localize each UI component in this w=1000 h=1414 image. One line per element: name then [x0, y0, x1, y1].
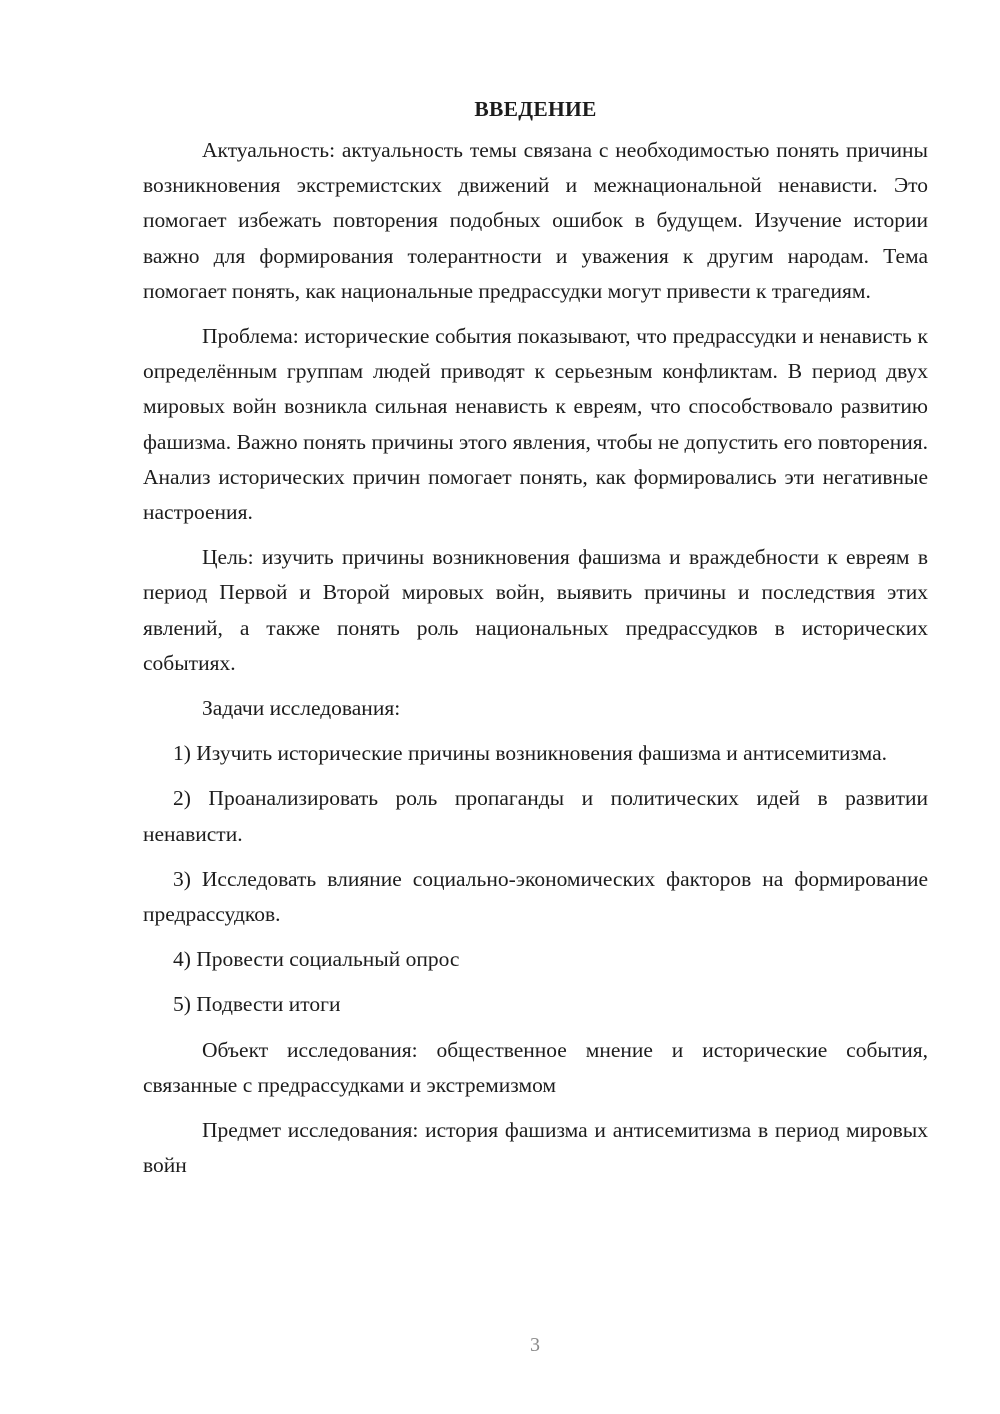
problem-paragraph: Проблема: исторические события показывают, что предрассудки и ненависть к определённым группам людей приводят к серьезным конфликтам. В период двух мировых войн возникла сильная ненависть к евреям, что способствовало развитию фашизма. Важно понять причины этого явления, чтобы не допустить его повторения. Анализ исторических причин помогает понять, как формировались эти негативные настроения. [143, 324, 928, 525]
page-number: 3 [530, 1334, 540, 1356]
task-item: 2) Проанализировать роль пропаганды и политических идей в развитии ненависти. [143, 786, 928, 846]
task-item: 4) Провести социальный опрос [173, 947, 460, 972]
task-item: 3) Исследовать влияние социально-экономических факторов на формирование предрассудков. [143, 866, 928, 927]
relevance-paragraph: Актуальность: актуальность темы связана с необходимостью понять причины возникновения экстремистских движений и межнациональной ненависти. Это помогает избежать повторения подобных ошибок в будущем. Изучение истории важно для формирования толерантности и уважения к другим народам. Тема помогает понять, как национальные предрассудки могут привести к трагедиям. [143, 138, 928, 303]
task-item: 5) Подвести итоги [173, 992, 341, 1017]
task-item: 1) Изучить исторические причины возникновения фашизма и антисемитизма. [173, 741, 888, 766]
tasks-heading: Задачи исследования: [202, 696, 401, 721]
object-paragraph: Объект исследования: общественное мнение и исторические события, связанные с предрассудками и экстремизмом [143, 1037, 928, 1097]
goal-paragraph: Цель: изучить причины возникновения фашизма и враждебности к евреям в период Первой и Второй мировых войн, выявить причины и последствия этих явлений, а также понять роль национальных предрассудков в исторических событиях. [143, 545, 928, 675]
section-title: ВВЕДЕНИЕ [474, 97, 597, 121]
document-body [143, 92, 928, 1183]
subject-paragraph: Предмет исследования: история фашизма и антисемитизма в период мировых войн [143, 1118, 928, 1178]
